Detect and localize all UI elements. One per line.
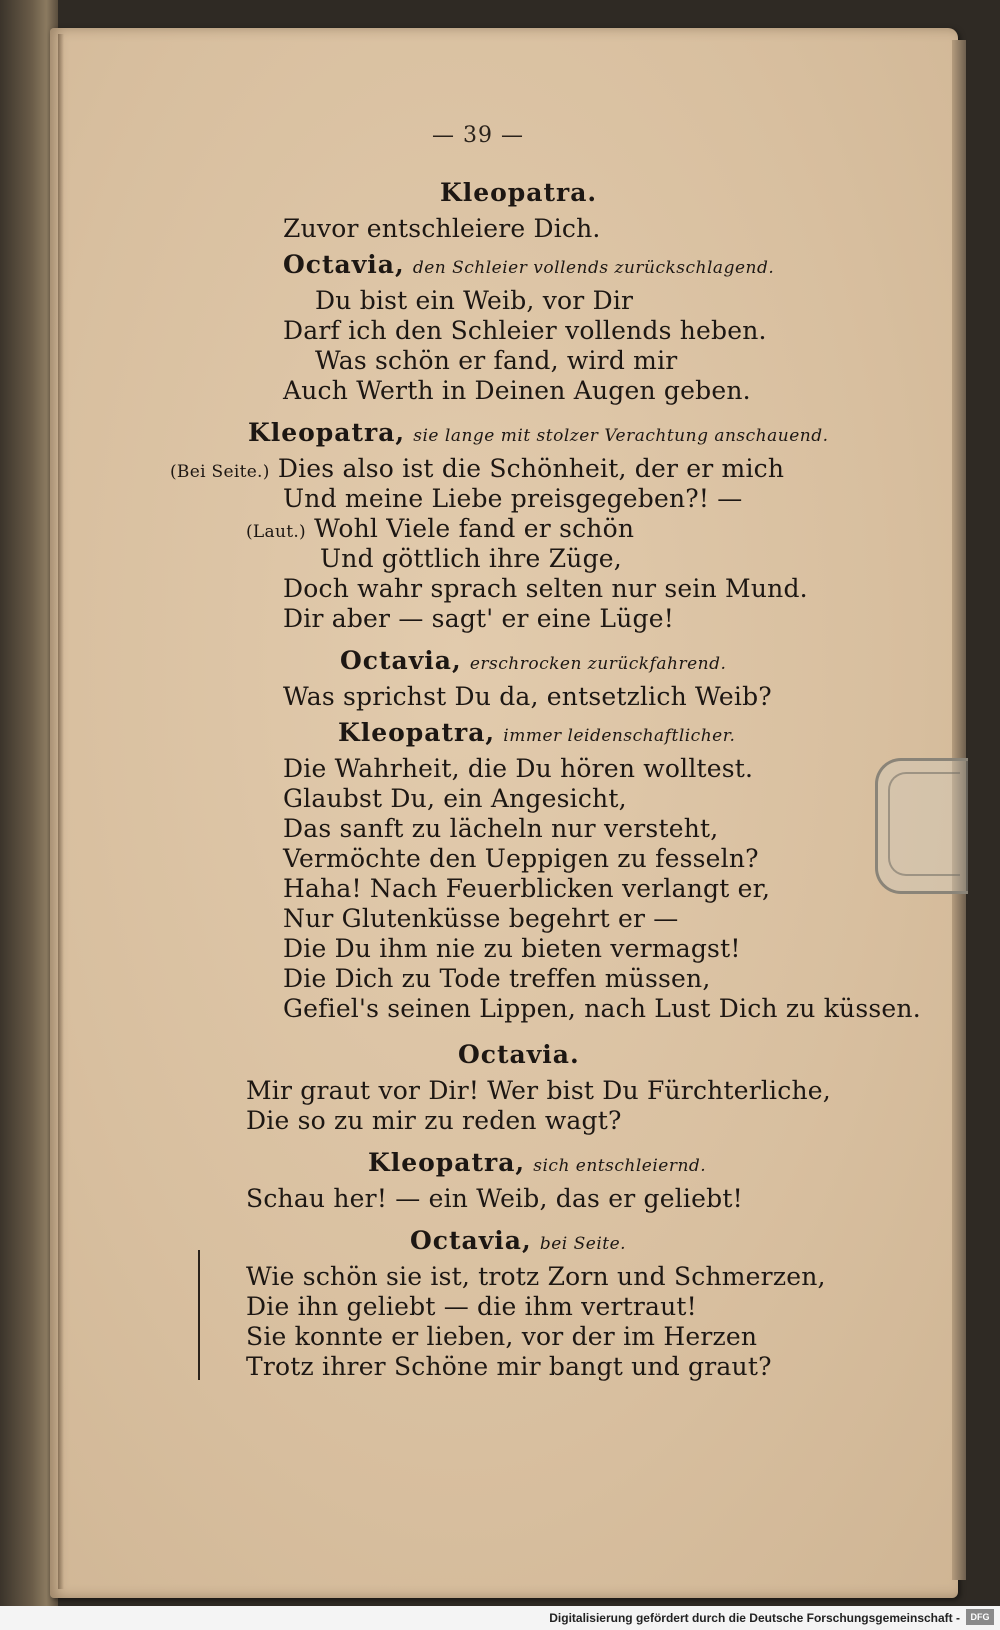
verse-line: Haha! Nach Feuerblicken verlangt er,: [283, 874, 771, 903]
speaker-name: Octavia,: [283, 250, 405, 279]
verse-line: Gefiel's seinen Lippen, nach Lust Dich zu küssen.: [283, 994, 921, 1023]
verse-line: Die so zu mir zu reden wagt?: [246, 1106, 622, 1135]
speaker-heading: [410, 1226, 626, 1259]
speaker-name: Kleopatra,: [248, 418, 406, 447]
stage-direction: den Schleier vollends zurückschlagend.: [412, 258, 775, 278]
stage-direction: sich entschleiernd.: [533, 1156, 707, 1176]
verse-line: Das sanft zu lächeln nur versteht,: [283, 814, 719, 843]
verse-line: Die Wahrheit, die Du hören wolltest.: [283, 754, 754, 783]
speaker-name: Octavia,: [410, 1226, 532, 1255]
verse-line: Wie schön sie ist, trotz Zorn und Schmerzen,: [246, 1262, 826, 1291]
verse-text: Dies also ist die Schönheit, der er mich: [277, 454, 785, 483]
verse-line: Sie konnte er lieben, vor der im Herzen: [246, 1322, 758, 1351]
stage-direction: erschrocken zurückfahrend.: [469, 654, 727, 674]
verse-line: Dir aber — sagt' er eine Lüge!: [283, 604, 674, 633]
speaker-name: Kleopatra,: [338, 718, 496, 747]
verse-line: [170, 454, 784, 487]
stage-direction: immer leidenschaftlicher.: [503, 726, 736, 746]
verse-line: Die Dich zu Tode treffen müssen,: [283, 964, 711, 993]
verse-line: Was sprichst Du da, entsetzlich Weib?: [283, 682, 772, 711]
verse-line: Trotz ihrer Schöne mir bangt und graut?: [246, 1352, 772, 1381]
speaker-heading: Octavia.: [458, 1040, 580, 1069]
speaker-name: Kleopatra,: [368, 1148, 526, 1177]
verse-line: Darf ich den Schleier vollends heben.: [283, 316, 767, 345]
verse-line: Du bist ein Weib, vor Dir: [315, 286, 634, 315]
speaker-heading: [368, 1148, 706, 1181]
verse-line: Auch Werth in Deinen Augen geben.: [283, 376, 751, 405]
speaker-name: Octavia,: [340, 646, 462, 675]
verse-line: Zuvor entschleiere Dich.: [283, 214, 601, 243]
verse-line: Und göttlich ihre Züge,: [320, 544, 622, 573]
aside-direction: (Bei Seite.): [170, 462, 270, 482]
footer-credit: Digitalisierung gefördert durch die Deutsche Forschungsgemeinschaft -: [549, 1611, 960, 1625]
dfg-logo: DFG: [966, 1609, 994, 1625]
verse-line: [246, 514, 634, 547]
page-gutter: [58, 34, 64, 1589]
page-number: — 39 —: [432, 123, 524, 148]
verse-line: Die Du ihm nie zu bieten vermagst!: [283, 934, 741, 963]
verse-line: Nur Glutenküsse begehrt er —: [283, 904, 679, 933]
verse-line: Und meine Liebe preisgegeben?! —: [283, 484, 743, 513]
verse-line: Was schön er fand, wird mir: [315, 346, 678, 375]
verse-text: Wohl Viele fand er schön: [314, 514, 635, 543]
verse-line: Die ihn geliebt — die ihm vertraut!: [246, 1292, 697, 1321]
stage-direction: bei Seite.: [539, 1234, 627, 1254]
footer-bar: [0, 1606, 1000, 1630]
verse-line: Vermöchte den Ueppigen zu fesseln?: [283, 844, 759, 873]
speaker-heading: [338, 718, 735, 751]
aside-brace: [198, 1250, 214, 1380]
verse-line: Schau her! — ein Weib, das er geliebt!: [246, 1184, 743, 1213]
verse-line: Doch wahr sprach selten nur sein Mund.: [283, 574, 808, 603]
verse-line: Mir graut vor Dir! Wer bist Du Fürchterliche,: [246, 1076, 831, 1105]
speaker-heading: Kleopatra.: [440, 178, 598, 207]
speaker-heading: [340, 646, 726, 679]
stage-direction: sie lange mit stolzer Verachtung anschauend.: [413, 426, 829, 446]
verse-line: Glaubst Du, ein Angesicht,: [283, 784, 627, 813]
speaker-heading: [248, 418, 829, 451]
aside-direction: (Laut.): [246, 522, 306, 542]
page-clip-inner: [888, 772, 960, 876]
speaker-heading: [283, 250, 774, 283]
